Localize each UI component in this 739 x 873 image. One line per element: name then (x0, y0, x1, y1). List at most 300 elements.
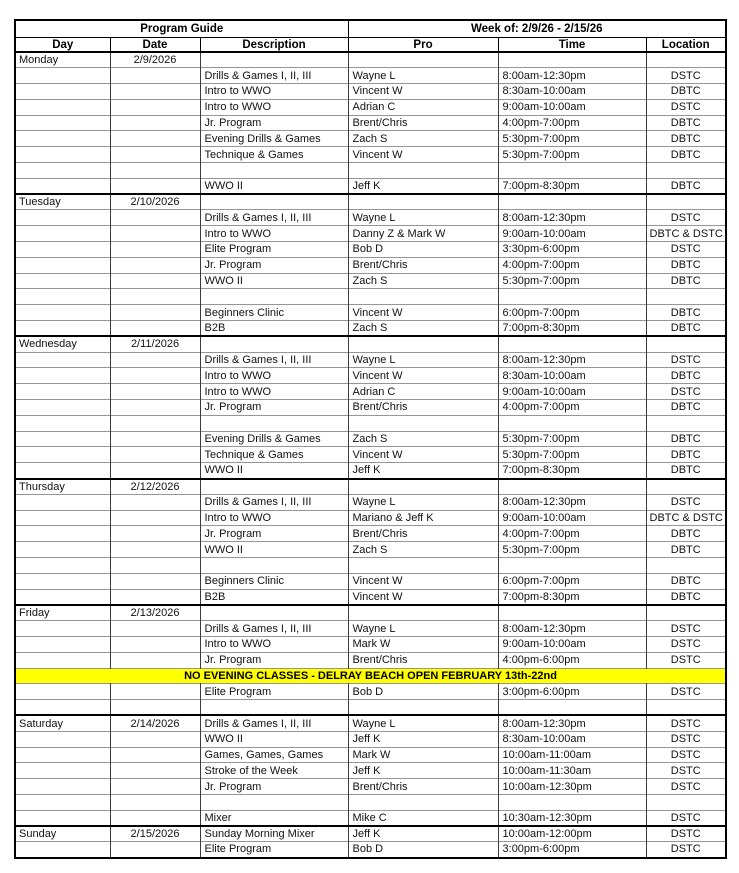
cell-day (15, 178, 110, 194)
cell-time (498, 479, 646, 495)
cell-pro: Vincent W (348, 147, 498, 163)
cell-pro: Jeff K (348, 178, 498, 194)
cell-pro: Brent/Chris (348, 652, 498, 668)
table-row (15, 526, 726, 542)
cell-pro (348, 794, 498, 810)
cell-date (110, 84, 200, 100)
table-row (15, 636, 726, 652)
cell-time: 7:00pm-8:30pm (498, 463, 646, 479)
column-header-pro: Pro (348, 38, 498, 53)
cell-location (646, 52, 726, 68)
cell-day (15, 494, 110, 510)
cell-day (15, 242, 110, 258)
cell-date: 2/15/2026 (110, 826, 200, 842)
table-row (15, 226, 726, 242)
no-evening-classes-banner (15, 668, 726, 684)
table-row (15, 794, 726, 810)
cell-description: Elite Program (200, 242, 348, 258)
cell-date (110, 636, 200, 652)
cell-description: B2B (200, 321, 348, 337)
cell-date: 2/12/2026 (110, 479, 200, 495)
cell-location: DBTC (646, 131, 726, 147)
cell-pro (348, 479, 498, 495)
cell-time: 4:00pm-6:00pm (498, 652, 646, 668)
cell-pro: Wayne L (348, 210, 498, 226)
cell-day (15, 305, 110, 321)
cell-date (110, 558, 200, 574)
cell-day (15, 384, 110, 400)
cell-location: DSTC (646, 779, 726, 795)
cell-location: DBTC & DSTC (646, 226, 726, 242)
cell-description: Evening Drills & Games (200, 131, 348, 147)
cell-description: Drills & Games I, II, III (200, 621, 348, 637)
cell-location (646, 336, 726, 352)
cell-description: Mixer (200, 810, 348, 826)
cell-location: DSTC (646, 494, 726, 510)
cell-time: 10:00am-11:00am (498, 747, 646, 763)
cell-pro: Vincent W (348, 84, 498, 100)
cell-day: Tuesday (15, 194, 110, 210)
cell-time: 9:00am-10:00am (498, 226, 646, 242)
cell-location (646, 794, 726, 810)
cell-time: 10:00am-12:00pm (498, 826, 646, 842)
cell-description: WWO II (200, 273, 348, 289)
cell-date (110, 779, 200, 795)
table-row (15, 447, 726, 463)
cell-location: DSTC (646, 99, 726, 115)
table-row (15, 431, 726, 447)
cell-location: DSTC (646, 384, 726, 400)
table-row (15, 463, 726, 479)
cell-pro: Mike C (348, 810, 498, 826)
program-guide-title: Program Guide (15, 20, 348, 38)
cell-date (110, 210, 200, 226)
table-row (15, 510, 726, 526)
cell-location: DSTC (646, 731, 726, 747)
table-row (15, 257, 726, 273)
cell-date (110, 115, 200, 131)
cell-location: DSTC (646, 763, 726, 779)
cell-day (15, 573, 110, 589)
cell-pro: Brent/Chris (348, 115, 498, 131)
cell-day (15, 652, 110, 668)
cell-location: DSTC (646, 684, 726, 700)
cell-location: DBTC (646, 115, 726, 131)
cell-time: 6:00pm-7:00pm (498, 305, 646, 321)
cell-date (110, 242, 200, 258)
cell-location: DBTC (646, 147, 726, 163)
table-row (15, 336, 726, 352)
cell-date: 2/9/2026 (110, 52, 200, 68)
cell-date (110, 99, 200, 115)
cell-location (646, 194, 726, 210)
cell-pro: Wayne L (348, 352, 498, 368)
week-of-label: Week of: 2/9/26 - 2/15/26 (348, 20, 726, 38)
table-row (15, 494, 726, 510)
cell-day (15, 842, 110, 858)
cell-day (15, 700, 110, 716)
cell-pro: Zach S (348, 542, 498, 558)
cell-time: 7:00pm-8:30pm (498, 321, 646, 337)
cell-description: Drills & Games I, II, III (200, 715, 348, 731)
cell-date (110, 652, 200, 668)
cell-location: DBTC (646, 321, 726, 337)
cell-location: DBTC (646, 257, 726, 273)
cell-time: 3:00pm-6:00pm (498, 842, 646, 858)
cell-time (498, 794, 646, 810)
cell-day: Wednesday (15, 336, 110, 352)
cell-date (110, 700, 200, 716)
cell-pro: Wayne L (348, 621, 498, 637)
table-row (15, 415, 726, 431)
cell-date (110, 147, 200, 163)
cell-time: 9:00am-10:00am (498, 99, 646, 115)
cell-description: Evening Drills & Games (200, 431, 348, 447)
cell-date: 2/10/2026 (110, 194, 200, 210)
cell-date (110, 731, 200, 747)
cell-time: 4:00pm-7:00pm (498, 115, 646, 131)
cell-pro: Jeff K (348, 826, 498, 842)
cell-day (15, 400, 110, 416)
cell-day (15, 257, 110, 273)
cell-pro: Jeff K (348, 463, 498, 479)
cell-pro: Wayne L (348, 715, 498, 731)
cell-day (15, 794, 110, 810)
cell-day (15, 510, 110, 526)
cell-time: 4:00pm-7:00pm (498, 400, 646, 416)
cell-time: 5:30pm-7:00pm (498, 431, 646, 447)
cell-location: DSTC (646, 652, 726, 668)
cell-location: DBTC (646, 526, 726, 542)
cell-time: 8:00am-12:30pm (498, 715, 646, 731)
table-row (15, 731, 726, 747)
banner-extension (725, 668, 726, 684)
schedule-body (15, 52, 726, 858)
table-row (15, 715, 726, 731)
cell-description: B2B (200, 589, 348, 605)
cell-description (200, 194, 348, 210)
cell-time: 7:00pm-8:30pm (498, 178, 646, 194)
cell-description (200, 163, 348, 179)
cell-pro: Wayne L (348, 494, 498, 510)
cell-time: 7:00pm-8:30pm (498, 589, 646, 605)
cell-date (110, 494, 200, 510)
cell-time: 8:30am-10:00am (498, 731, 646, 747)
cell-description (200, 415, 348, 431)
table-row (15, 810, 726, 826)
cell-description: Intro to WWO (200, 226, 348, 242)
cell-date (110, 621, 200, 637)
cell-pro: Zach S (348, 131, 498, 147)
table-row (15, 542, 726, 558)
cell-time (498, 415, 646, 431)
table-row (15, 368, 726, 384)
cell-location: DBTC (646, 400, 726, 416)
cell-description: Jr. Program (200, 526, 348, 542)
cell-description: WWO II (200, 178, 348, 194)
table-row (15, 273, 726, 289)
cell-description: Sunday Morning Mixer (200, 826, 348, 842)
cell-description: Jr. Program (200, 115, 348, 131)
table-row (15, 384, 726, 400)
cell-pro: Jeff K (348, 731, 498, 747)
cell-location: DBTC & DSTC (646, 510, 726, 526)
cell-time: 5:30pm-7:00pm (498, 131, 646, 147)
cell-day (15, 147, 110, 163)
cell-pro: Mark W (348, 636, 498, 652)
table-row (15, 589, 726, 605)
cell-day (15, 810, 110, 826)
table-row (15, 684, 726, 700)
cell-time: 8:30am-10:00am (498, 368, 646, 384)
cell-date (110, 510, 200, 526)
cell-date (110, 526, 200, 542)
cell-description (200, 289, 348, 305)
cell-day: Friday (15, 605, 110, 621)
cell-time: 9:00am-10:00am (498, 384, 646, 400)
cell-pro: Mark W (348, 747, 498, 763)
cell-day: Saturday (15, 715, 110, 731)
cell-day (15, 463, 110, 479)
table-row (15, 763, 726, 779)
cell-date (110, 68, 200, 84)
table-row (15, 289, 726, 305)
cell-day: Monday (15, 52, 110, 68)
cell-time: 8:00am-12:30pm (498, 494, 646, 510)
cell-description: Jr. Program (200, 257, 348, 273)
cell-location: DSTC (646, 810, 726, 826)
cell-location: DSTC (646, 621, 726, 637)
table-row (15, 163, 726, 179)
cell-location: DSTC (646, 842, 726, 858)
cell-description: Elite Program (200, 684, 348, 700)
table-row (15, 352, 726, 368)
cell-pro: Zach S (348, 321, 498, 337)
cell-day (15, 321, 110, 337)
cell-location: DSTC (646, 715, 726, 731)
cell-time: 6:00pm-7:00pm (498, 573, 646, 589)
table-row (15, 558, 726, 574)
cell-pro: Vincent W (348, 305, 498, 321)
cell-location: DBTC (646, 273, 726, 289)
cell-description: WWO II (200, 463, 348, 479)
cell-date (110, 368, 200, 384)
column-header-row (15, 38, 726, 53)
cell-time (498, 605, 646, 621)
cell-description: Beginners Clinic (200, 305, 348, 321)
cell-time: 3:00pm-6:00pm (498, 684, 646, 700)
cell-day (15, 415, 110, 431)
cell-day (15, 526, 110, 542)
cell-description: Intro to WWO (200, 368, 348, 384)
cell-date: 2/14/2026 (110, 715, 200, 731)
table-row (15, 305, 726, 321)
cell-date (110, 794, 200, 810)
cell-pro: Brent/Chris (348, 779, 498, 795)
cell-description: Jr. Program (200, 652, 348, 668)
cell-date (110, 273, 200, 289)
table-row (15, 99, 726, 115)
cell-date (110, 352, 200, 368)
cell-date (110, 763, 200, 779)
cell-day (15, 84, 110, 100)
table-row (15, 52, 726, 68)
cell-description: Stroke of the Week (200, 763, 348, 779)
cell-location (646, 479, 726, 495)
cell-pro (348, 700, 498, 716)
cell-description: WWO II (200, 731, 348, 747)
cell-date (110, 447, 200, 463)
cell-pro (348, 558, 498, 574)
cell-pro: Adrian C (348, 99, 498, 115)
table-row (15, 321, 726, 337)
cell-location: DBTC (646, 84, 726, 100)
table-row (15, 652, 726, 668)
cell-time: 8:00am-12:30pm (498, 210, 646, 226)
cell-location (646, 558, 726, 574)
cell-date (110, 400, 200, 416)
cell-day (15, 273, 110, 289)
table-row (15, 147, 726, 163)
program-guide-sheet (14, 19, 727, 859)
cell-location: DSTC (646, 636, 726, 652)
cell-time: 5:30pm-7:00pm (498, 147, 646, 163)
column-header-date: Date (110, 38, 200, 53)
cell-time (498, 558, 646, 574)
cell-time: 9:00am-10:00am (498, 636, 646, 652)
cell-time (498, 52, 646, 68)
table-row (15, 826, 726, 842)
cell-description (200, 558, 348, 574)
cell-date (110, 131, 200, 147)
cell-day (15, 289, 110, 305)
cell-location: DBTC (646, 573, 726, 589)
cell-date: 2/11/2026 (110, 336, 200, 352)
cell-description: Intro to WWO (200, 636, 348, 652)
cell-date (110, 321, 200, 337)
cell-pro: Vincent W (348, 447, 498, 463)
table-row (15, 131, 726, 147)
cell-pro: Vincent W (348, 573, 498, 589)
cell-description: Jr. Program (200, 779, 348, 795)
cell-pro (348, 163, 498, 179)
cell-location: DSTC (646, 68, 726, 84)
cell-pro (348, 52, 498, 68)
cell-date (110, 178, 200, 194)
cell-date (110, 384, 200, 400)
cell-description: Intro to WWO (200, 510, 348, 526)
cell-pro: Jeff K (348, 763, 498, 779)
cell-pro: Danny Z & Mark W (348, 226, 498, 242)
cell-time: 8:00am-12:30pm (498, 352, 646, 368)
cell-time: 10:00am-11:30am (498, 763, 646, 779)
column-header-time: Time (498, 38, 646, 53)
cell-day: Sunday (15, 826, 110, 842)
table-row (15, 779, 726, 795)
table-row (15, 573, 726, 589)
cell-location: DBTC (646, 178, 726, 194)
cell-time: 5:30pm-7:00pm (498, 447, 646, 463)
cell-time: 4:00pm-7:00pm (498, 257, 646, 273)
cell-day: Thursday (15, 479, 110, 495)
cell-time: 10:00am-12:30pm (498, 779, 646, 795)
cell-day (15, 163, 110, 179)
cell-pro: Wayne L (348, 68, 498, 84)
cell-time: 8:00am-12:30pm (498, 68, 646, 84)
cell-day (15, 542, 110, 558)
cell-description: Technique & Games (200, 147, 348, 163)
table-row (15, 68, 726, 84)
cell-description: Drills & Games I, II, III (200, 210, 348, 226)
cell-pro: Brent/Chris (348, 257, 498, 273)
cell-time: 5:30pm-7:00pm (498, 273, 646, 289)
cell-date (110, 810, 200, 826)
cell-location: DBTC (646, 431, 726, 447)
cell-day (15, 431, 110, 447)
cell-date (110, 257, 200, 273)
cell-pro (348, 415, 498, 431)
table-row (15, 668, 726, 684)
cell-description: Technique & Games (200, 447, 348, 463)
table-row (15, 700, 726, 716)
cell-location (646, 289, 726, 305)
column-header-location: Location (646, 38, 726, 53)
cell-date (110, 431, 200, 447)
cell-date (110, 589, 200, 605)
cell-day (15, 368, 110, 384)
cell-day (15, 747, 110, 763)
cell-time: 10:30am-12:30pm (498, 810, 646, 826)
title-row (15, 20, 726, 38)
cell-date (110, 305, 200, 321)
cell-description: Jr. Program (200, 400, 348, 416)
table-row (15, 115, 726, 131)
cell-day (15, 636, 110, 652)
cell-pro: Brent/Chris (348, 526, 498, 542)
cell-time: 3:30pm-6:00pm (498, 242, 646, 258)
cell-location: DBTC (646, 589, 726, 605)
cell-date (110, 226, 200, 242)
cell-pro: Zach S (348, 431, 498, 447)
cell-pro: Adrian C (348, 384, 498, 400)
cell-pro: Bob D (348, 842, 498, 858)
cell-description: Intro to WWO (200, 99, 348, 115)
cell-location (646, 700, 726, 716)
table-row (15, 842, 726, 858)
table-row (15, 747, 726, 763)
cell-day (15, 226, 110, 242)
cell-location: DSTC (646, 352, 726, 368)
cell-day (15, 68, 110, 84)
cell-location: DSTC (646, 242, 726, 258)
cell-day (15, 558, 110, 574)
cell-day (15, 589, 110, 605)
cell-description (200, 700, 348, 716)
cell-pro: Bob D (348, 242, 498, 258)
cell-date (110, 747, 200, 763)
cell-day (15, 763, 110, 779)
cell-pro (348, 605, 498, 621)
cell-description: Intro to WWO (200, 84, 348, 100)
cell-day (15, 621, 110, 637)
cell-time: 5:30pm-7:00pm (498, 542, 646, 558)
banner-text: NO EVENING CLASSES - DELRAY BEACH OPEN FEBRUARY 13th-22nd (184, 669, 557, 682)
cell-location: DSTC (646, 747, 726, 763)
cell-time (498, 336, 646, 352)
cell-day (15, 99, 110, 115)
cell-description: Intro to WWO (200, 384, 348, 400)
cell-description: Games, Games, Games (200, 747, 348, 763)
